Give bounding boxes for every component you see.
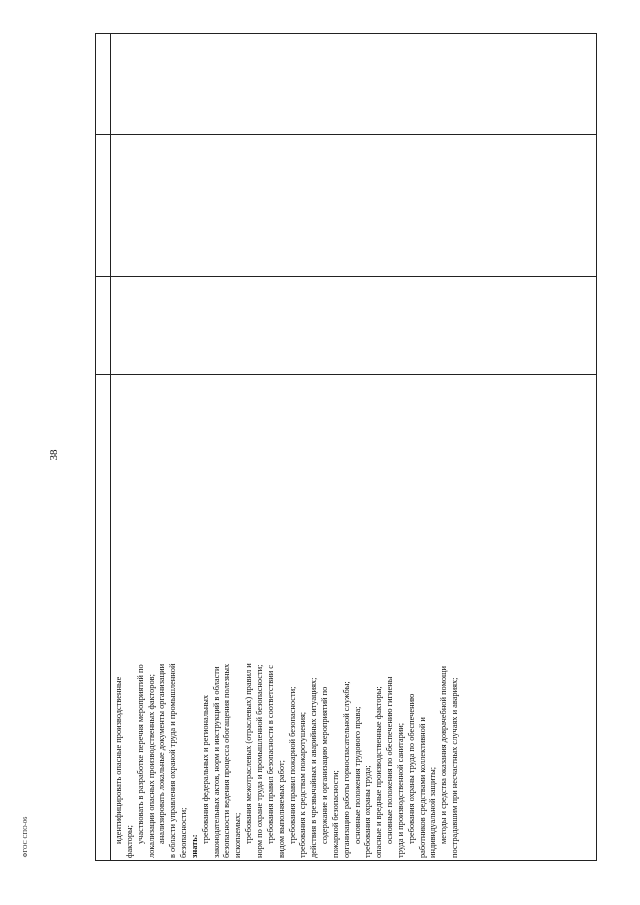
text-line: знать: [189,834,199,858]
table-col-divider [96,374,596,375]
text-line: действия в чрезвычайных и аварийных ситуациях; [309,677,319,858]
text-line: факторы; [124,825,134,858]
text-line: законодательных актов, норм и инструкций в области [211,666,221,858]
table-col-divider [110,34,111,860]
text-line: опасные и вредные производственные факторы; [374,686,384,858]
text-line: требования межотраслевых (отраслевых) правил и [244,663,254,844]
page-footer: ФГОС СПО-06 [23,816,29,858]
text-line: работников средствами коллективной и [417,717,427,858]
text-line: ископаемых; [233,812,243,858]
text-line: требования к средствам пожаротушения; [298,711,308,858]
text-line: участвовать в разработке перечня мероприятий по [135,664,145,844]
text-line: труда и производственной санитарии; [395,722,405,858]
text-line: безопасности ведения процесса обогащения полезных [222,663,232,858]
text-line: норм по охране труда и промышленной безопасности; [254,664,264,858]
text-line: методы и средства оказания доврачебной помощи [439,666,449,844]
content-cell [114,380,574,858]
text-line: пострадавшим при несчастных случаях и авариях; [450,677,460,858]
content-text [114,380,574,858]
table-col-divider [96,134,596,135]
text-line: анализировать локальные документы организации [157,663,167,844]
text-line: основные положения трудового права; [352,706,362,844]
text-line: требования правил пожарной безопасности; [287,686,297,844]
text-line: требования охраны труда по обеспечению [406,693,416,844]
table [95,33,597,861]
text-line: пожарной безопасности; [330,770,340,858]
text-line: локализации опасных производственных факторов; [146,674,156,858]
text-line: идентифицировать опасные производственные [114,676,123,844]
text-line: в области управления охраной труда и промышленной [168,663,178,858]
text-line: организацию работы горноспасательной службы; [341,681,351,858]
page-number: 38 [48,449,60,461]
text-line: безопасности; [179,807,189,858]
text-line: видом выполняемых работ; [276,760,286,858]
table-col-divider [96,276,596,277]
text-line: индивидуальной защиты; [428,766,438,858]
text-line: содержание и организацию мероприятий по [320,686,330,844]
text-line: требования охраны труда; [363,765,373,858]
text-line: основные положения по обеспечению гигиены [385,676,395,844]
text-line: требования правил безопасности в соответствии с [265,664,275,844]
text-line: требования федеральных и региональных [200,694,210,844]
